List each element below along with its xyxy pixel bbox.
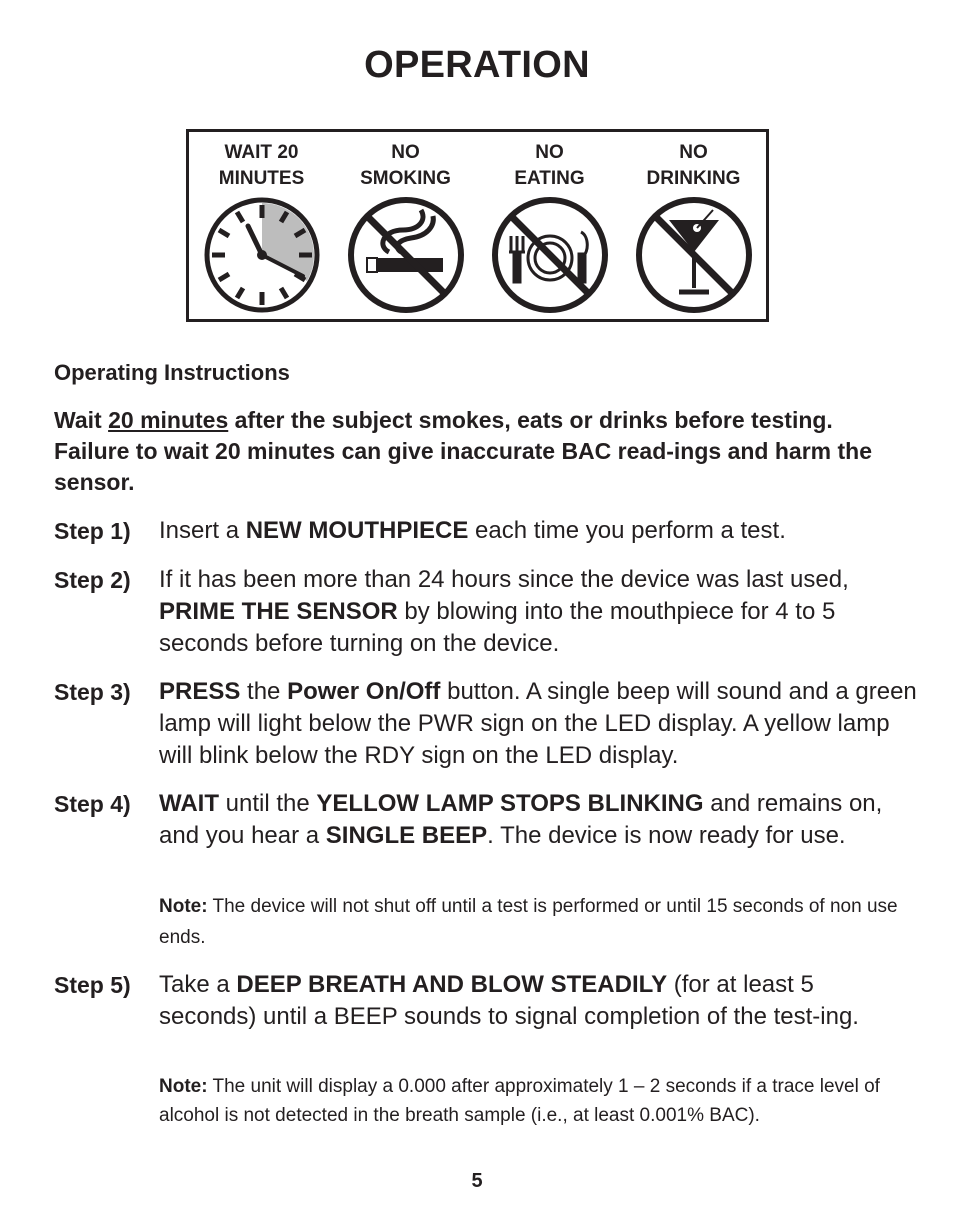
emphasis: PRESS <box>159 678 241 705</box>
text: Take a <box>159 971 237 998</box>
precaution-signs-panel <box>186 129 769 322</box>
warning-text: Wait <box>54 407 109 433</box>
sign-label: WAIT 20 MINUTES <box>218 142 305 189</box>
emphasis: DEEP BREATH AND BLOW STEADILY <box>236 971 668 998</box>
text: button. A single beep will sound and a green lamp will light below the PWR sign on the LED display. A yellow lamp will blink below the RDY sign on the LED display. <box>159 678 917 769</box>
step-number: Step 3) <box>54 679 131 705</box>
clock-icon <box>203 196 321 314</box>
sign-label: NO DRINKING <box>646 142 741 189</box>
step-text <box>159 564 909 660</box>
text: and remains on, and you hear a <box>159 790 883 849</box>
sign-label: NO EATING <box>514 142 585 189</box>
text: If it has been more than 24 hours since the device was last used, <box>159 566 849 593</box>
text: . The device is now ready for use. <box>487 822 846 849</box>
note-text: The device will not shut off until a test is performed or until 15 seconds of non use ends. <box>159 896 898 948</box>
emphasis: WAIT <box>159 790 219 817</box>
no-eating-icon <box>491 196 609 314</box>
text: (for at least 5 seconds) until a BEEP sounds to signal completion of the test-ing. <box>159 971 859 1030</box>
emphasis: YELLOW LAMP STOPS BLINKING <box>316 790 704 817</box>
note-label: Note: <box>159 1076 208 1097</box>
step-number: Step 4) <box>54 791 131 817</box>
emphasis: SINGLE BEEP <box>325 822 488 849</box>
step-number: Step 5) <box>54 972 131 998</box>
note-label: Note: <box>159 896 208 917</box>
sign-label: NO SMOKING <box>360 142 451 189</box>
section-heading: Operating Instructions <box>54 360 290 385</box>
warning-underlined-text: 20 minutes <box>108 407 229 433</box>
emphasis: PRIME THE SENSOR <box>159 598 398 625</box>
text: until the <box>219 790 317 817</box>
warning-paragraph <box>54 405 884 498</box>
text: Insert a <box>159 517 246 544</box>
step-text <box>159 969 909 1033</box>
step-number: Step 1) <box>54 518 131 544</box>
note <box>159 891 899 953</box>
step-text <box>159 515 909 547</box>
text: each time you perform a test. <box>468 517 786 544</box>
step-number: Step 2) <box>54 567 131 593</box>
sign-no-drinking <box>621 132 766 314</box>
sign-wait-20-minutes <box>189 132 334 314</box>
page-title: OPERATION <box>364 44 590 86</box>
step-text <box>159 676 919 772</box>
emphasis: Power On/Off <box>287 678 441 705</box>
page-number: 5 <box>471 1170 483 1192</box>
sign-no-eating <box>477 132 622 314</box>
emphasis: NEW MOUTHPIECE <box>245 517 469 544</box>
no-smoking-icon <box>347 196 465 314</box>
no-drinking-icon <box>635 196 753 314</box>
text: by blowing into the mouthpiece for 4 to 5 seconds before turning on the device. <box>159 598 836 657</box>
note-text: The unit will display a 0.000 after approximately 1 – 2 seconds if a trace level of alcohol is not detected in the breath sample (i.e., at least 0.001% BAC). <box>159 1076 880 1126</box>
step-text <box>159 788 909 852</box>
note <box>159 1072 899 1130</box>
text: the <box>240 678 288 705</box>
sign-no-smoking <box>333 132 478 314</box>
warning-text: after the subject smokes, eats or drinks before testing. Failure to wait 20 minutes can give inaccurate BAC read-ings and harm the sensor. <box>54 407 872 495</box>
